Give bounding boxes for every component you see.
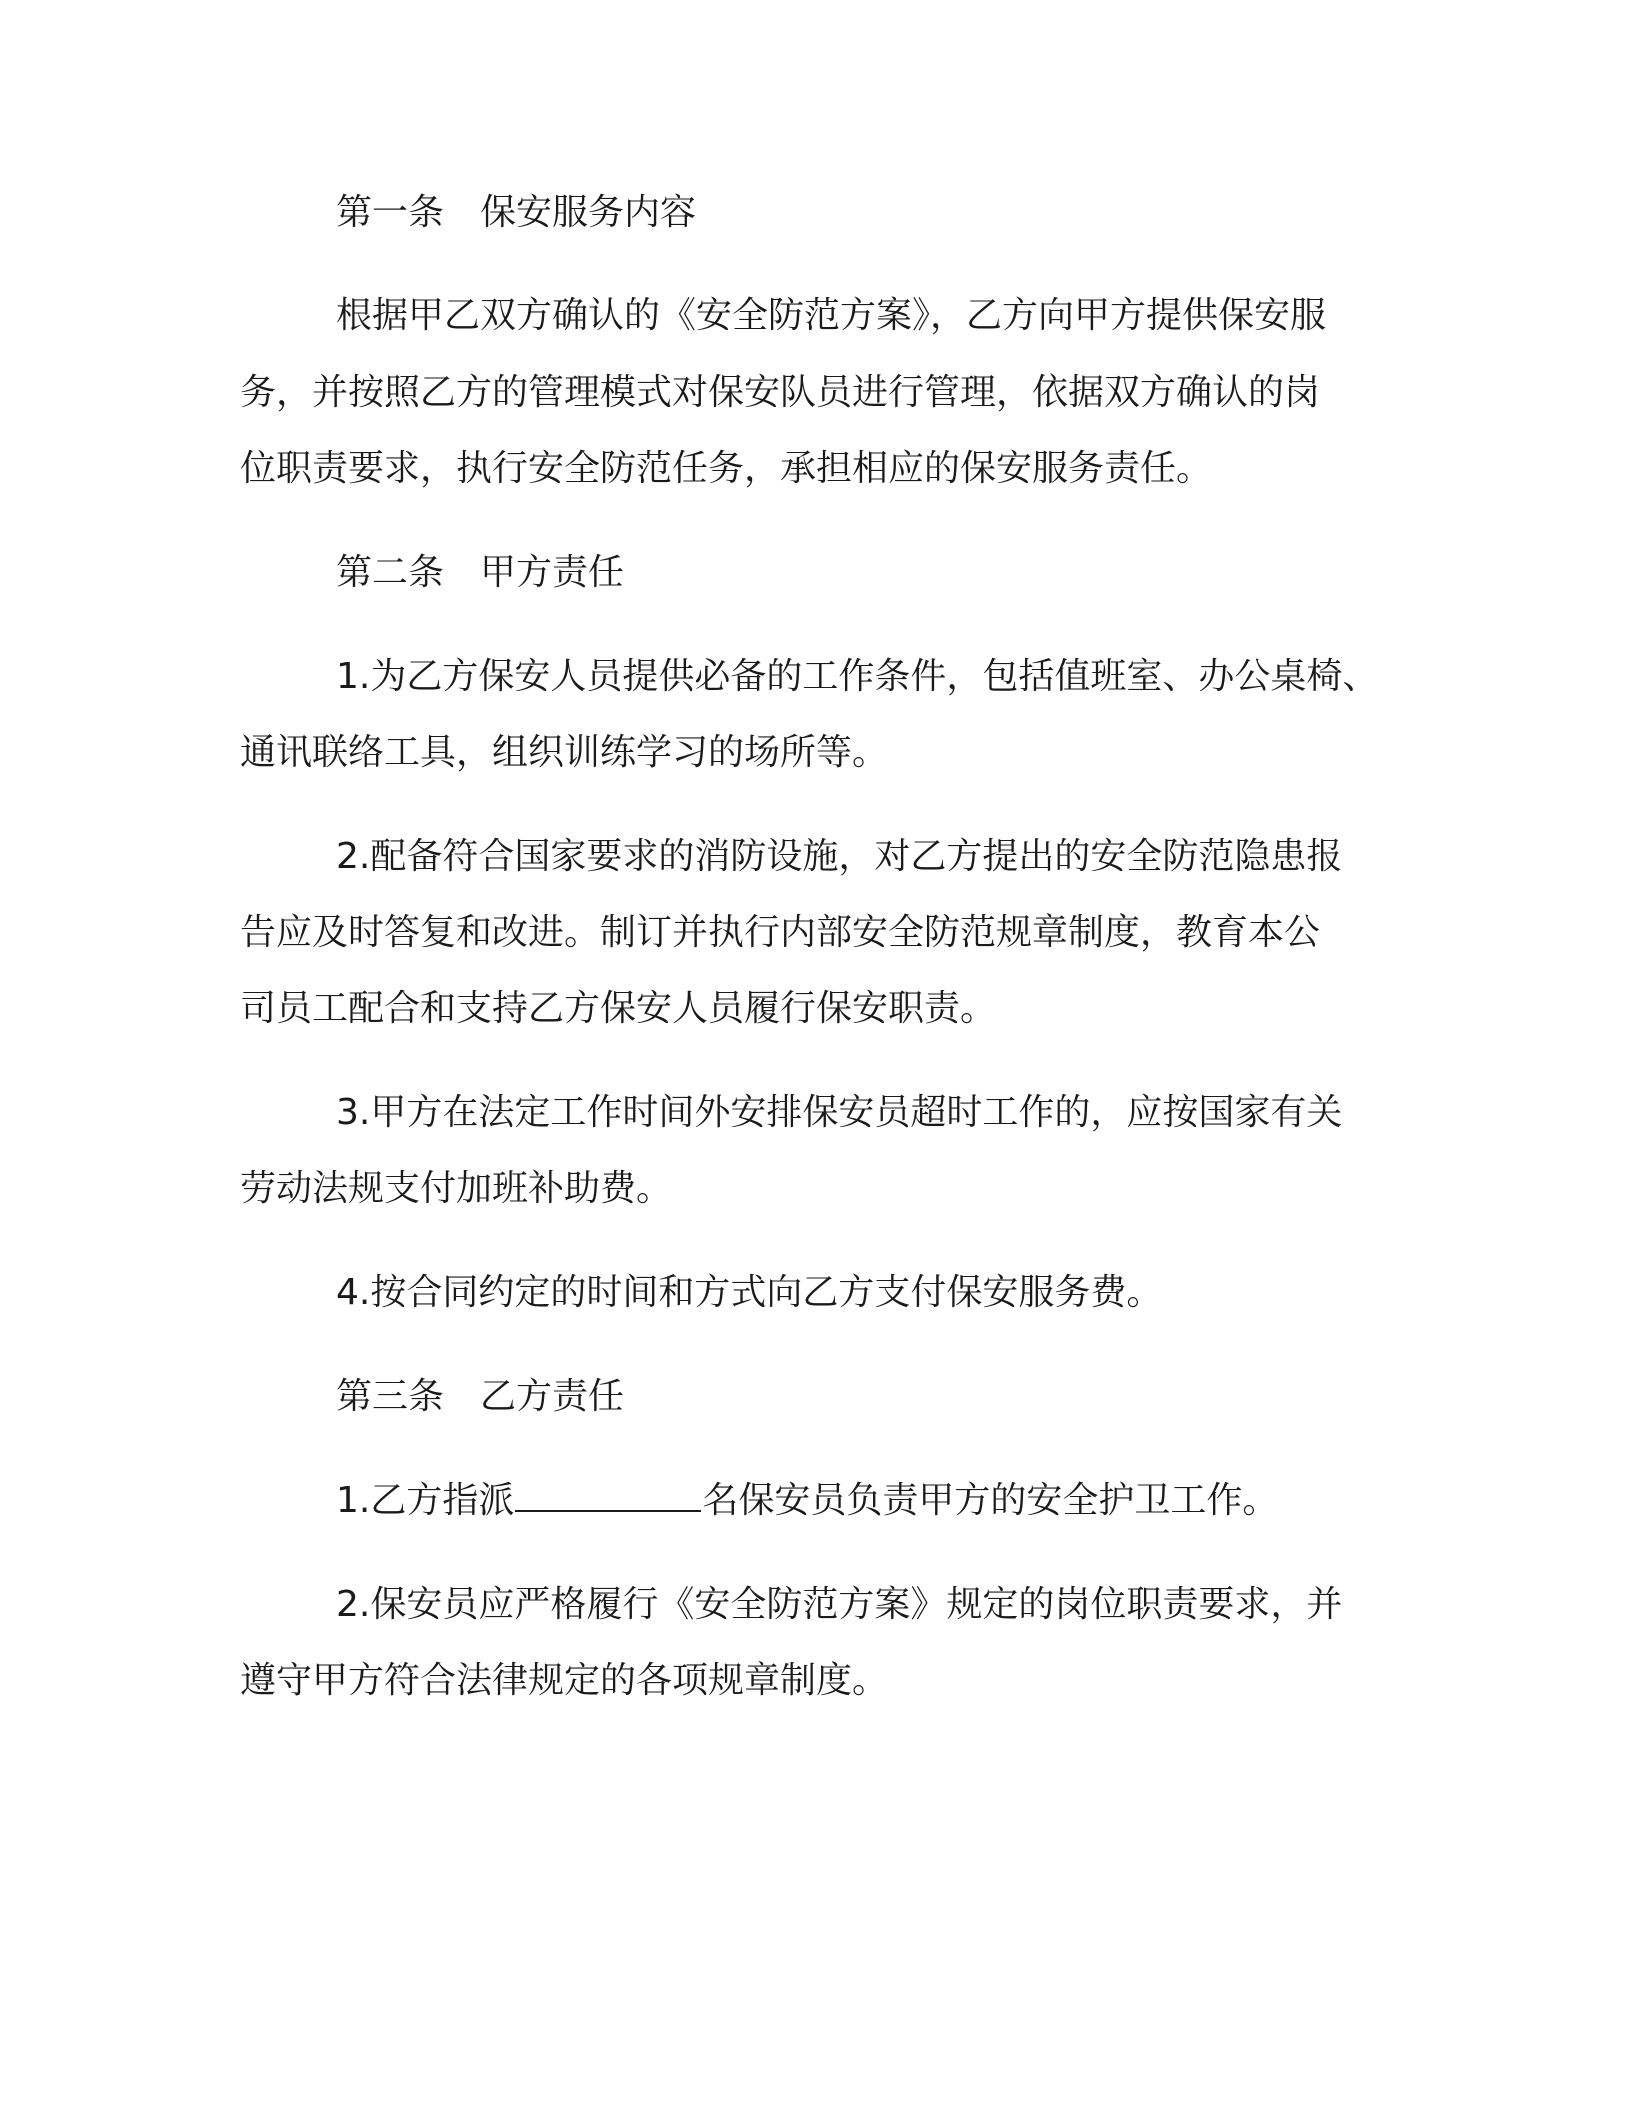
article2-item2-line: 告应及时答复和改进。制订并执行内部安全防范规章制度，教育本公	[240, 912, 1321, 953]
article2-item2-line: 2.配备符合国家要求的消防设施，对乙方提出的安全防范隐患报	[336, 836, 1343, 877]
article2-item4-line: 4.按合同约定的时间和方式向乙方支付保安服务费。	[336, 1272, 1163, 1313]
fill-in-blank	[515, 1476, 701, 1512]
article2-item3-line: 劳动法规支付加班补助费。	[240, 1168, 673, 1209]
article1-para-line: 位职责要求，执行安全防范任务，承担相应的保安服务责任。	[240, 448, 1213, 489]
article3-item1-text-before: 1.乙方指派	[336, 1480, 515, 1521]
article2-heading: 第二条 甲方责任	[336, 552, 625, 593]
article1-heading: 第一条 保安服务内容	[336, 192, 697, 233]
article3-heading: 第三条 乙方责任	[336, 1376, 625, 1417]
article2-item1-line: 通讯联络工具，组织训练学习的场所等。	[240, 732, 889, 773]
article3-item2-line: 2.保安员应严格履行《安全防范方案》规定的岗位职责要求，并	[336, 1584, 1343, 1625]
article3-item1	[336, 1476, 1278, 1526]
article3-item1-text-after: 名保安员负责甲方的安全护卫工作。	[702, 1480, 1279, 1521]
article2-item3-line: 3.甲方在法定工作时间外安排保安员超时工作的，应按国家有关	[336, 1092, 1343, 1133]
article3-item2-line: 遵守甲方符合法律规定的各项规章制度。	[240, 1660, 889, 1701]
article2-item2-line: 司员工配合和支持乙方保安人员履行保安职责。	[240, 988, 997, 1029]
article1-para-line: 务，并按照乙方的管理模式对保安队员进行管理，依据双方确认的岗	[240, 372, 1321, 413]
article1-para-line: 根据甲乙双方确认的《安全防范方案》，乙方向甲方提供保安服	[336, 295, 1327, 336]
article2-item1-line: 1.为乙方保安人员提供必备的工作条件，包括值班室、办公桌椅、	[336, 656, 1379, 697]
